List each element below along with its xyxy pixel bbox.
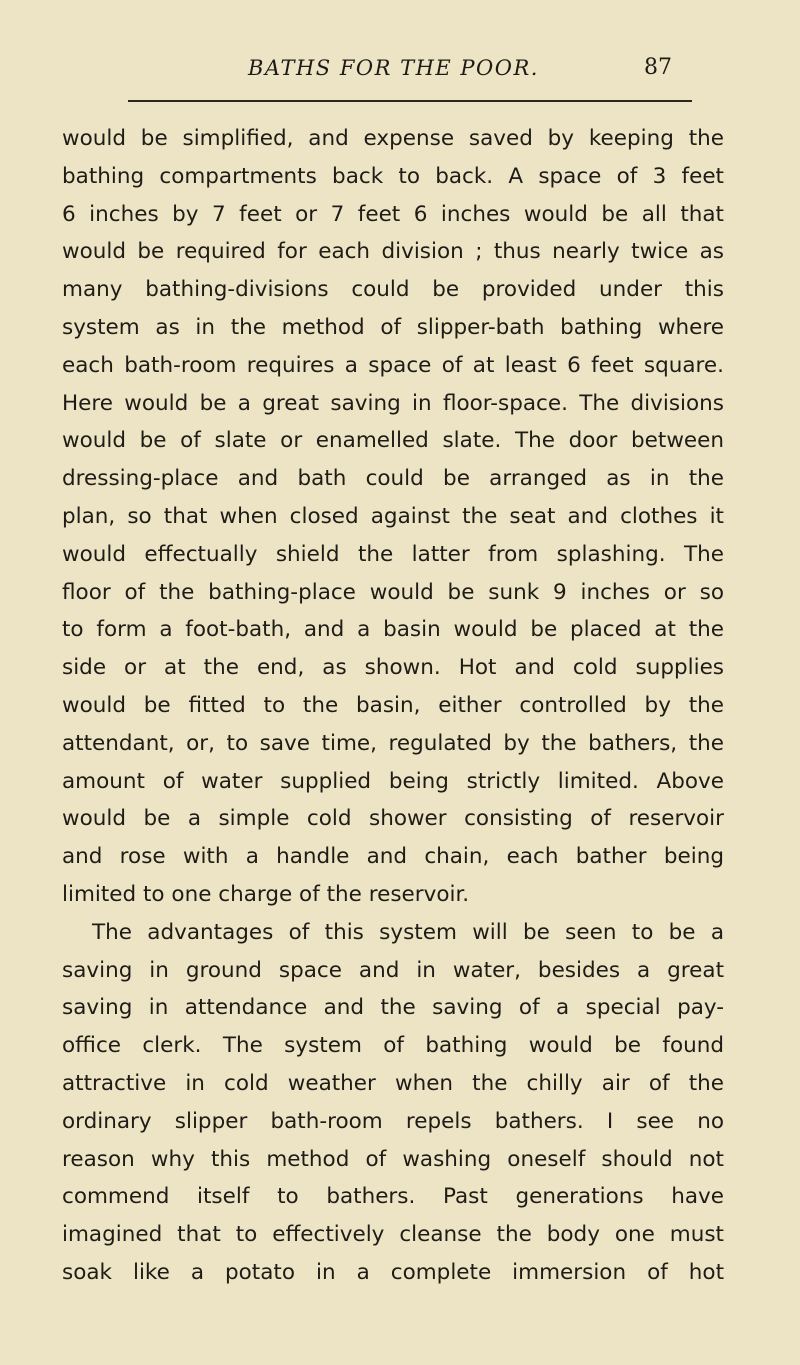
text-line: saving in ground space and in water, besides a great [62, 957, 724, 983]
text-line: office clerk. The system of bathing would be found [62, 1033, 724, 1059]
text-line: reason why this method of washing oneself should not [62, 1146, 724, 1172]
text-line: amount of water supplied being strictly limited. Above [62, 768, 724, 794]
text-line: dressing-place and bath could be arranged as in the [62, 466, 724, 492]
text-line: ordinary slipper bath-room repels bathers. I see no [62, 1108, 724, 1134]
text-line: would effectually shield the latter from splashing. The [62, 541, 724, 567]
text-line: would be simplified, and expense saved by keeping the [62, 126, 724, 151]
page-number: 87 [644, 55, 672, 80]
text-line: would be a simple cold shower consisting of reservoir [62, 806, 724, 832]
text-line: side or at the end, as shown. Hot and cold supplies [62, 655, 724, 681]
text-line: commend itself to bathers. Past generations have [62, 1184, 724, 1210]
text-line: soak like a potato in a complete immersion of hot [62, 1259, 724, 1285]
text-line: bathing compartments back to back. A space of 3 feet [62, 163, 724, 189]
text-line: would be required for each division ; thus nearly twice as [62, 239, 724, 265]
text-line: 6 inches by 7 feet or 7 feet 6 inches would be all that [62, 201, 724, 227]
text-line: plan, so that when closed against the seat and clothes it [62, 503, 724, 529]
text-line: and rose with a handle and chain, each bather being [62, 844, 724, 870]
text-line: saving in attendance and the saving of a special pay- [62, 995, 724, 1021]
text-line: many bathing-divisions could be provided under this [62, 277, 724, 303]
text-line: would be fitted to the basin, either controlled by the [62, 692, 724, 718]
text-line: each bath-room requires a space of at least 6 feet square. [62, 352, 724, 378]
running-title: BATHS FOR THE POOR. [248, 56, 539, 80]
text-line: system as in the method of slipper-bath bathing where [62, 314, 724, 340]
paragraph-start-line: The advantages of this system will be seen to be a [92, 919, 724, 945]
text-line: floor of the bathing-place would be sunk 9 inches or so [62, 579, 724, 605]
text-line: Here would be a great saving in floor-space. The divisions [62, 390, 724, 416]
body-text [62, 120, 724, 1292]
paragraph-end-line: limited to one charge of the reservoir. [62, 881, 470, 907]
text-line: would be of slate or enamelled slate. The door between [62, 428, 724, 454]
text-line: attendant, or, to save time, regulated by the bathers, the [62, 730, 724, 756]
text-line: imagined that to effectively cleanse the body one must [62, 1222, 724, 1248]
text-line: to form a foot-bath, and a basin would be placed at the [62, 617, 724, 643]
text-line: attractive in cold weather when the chilly air of the [62, 1070, 724, 1096]
header-rule [128, 100, 692, 102]
